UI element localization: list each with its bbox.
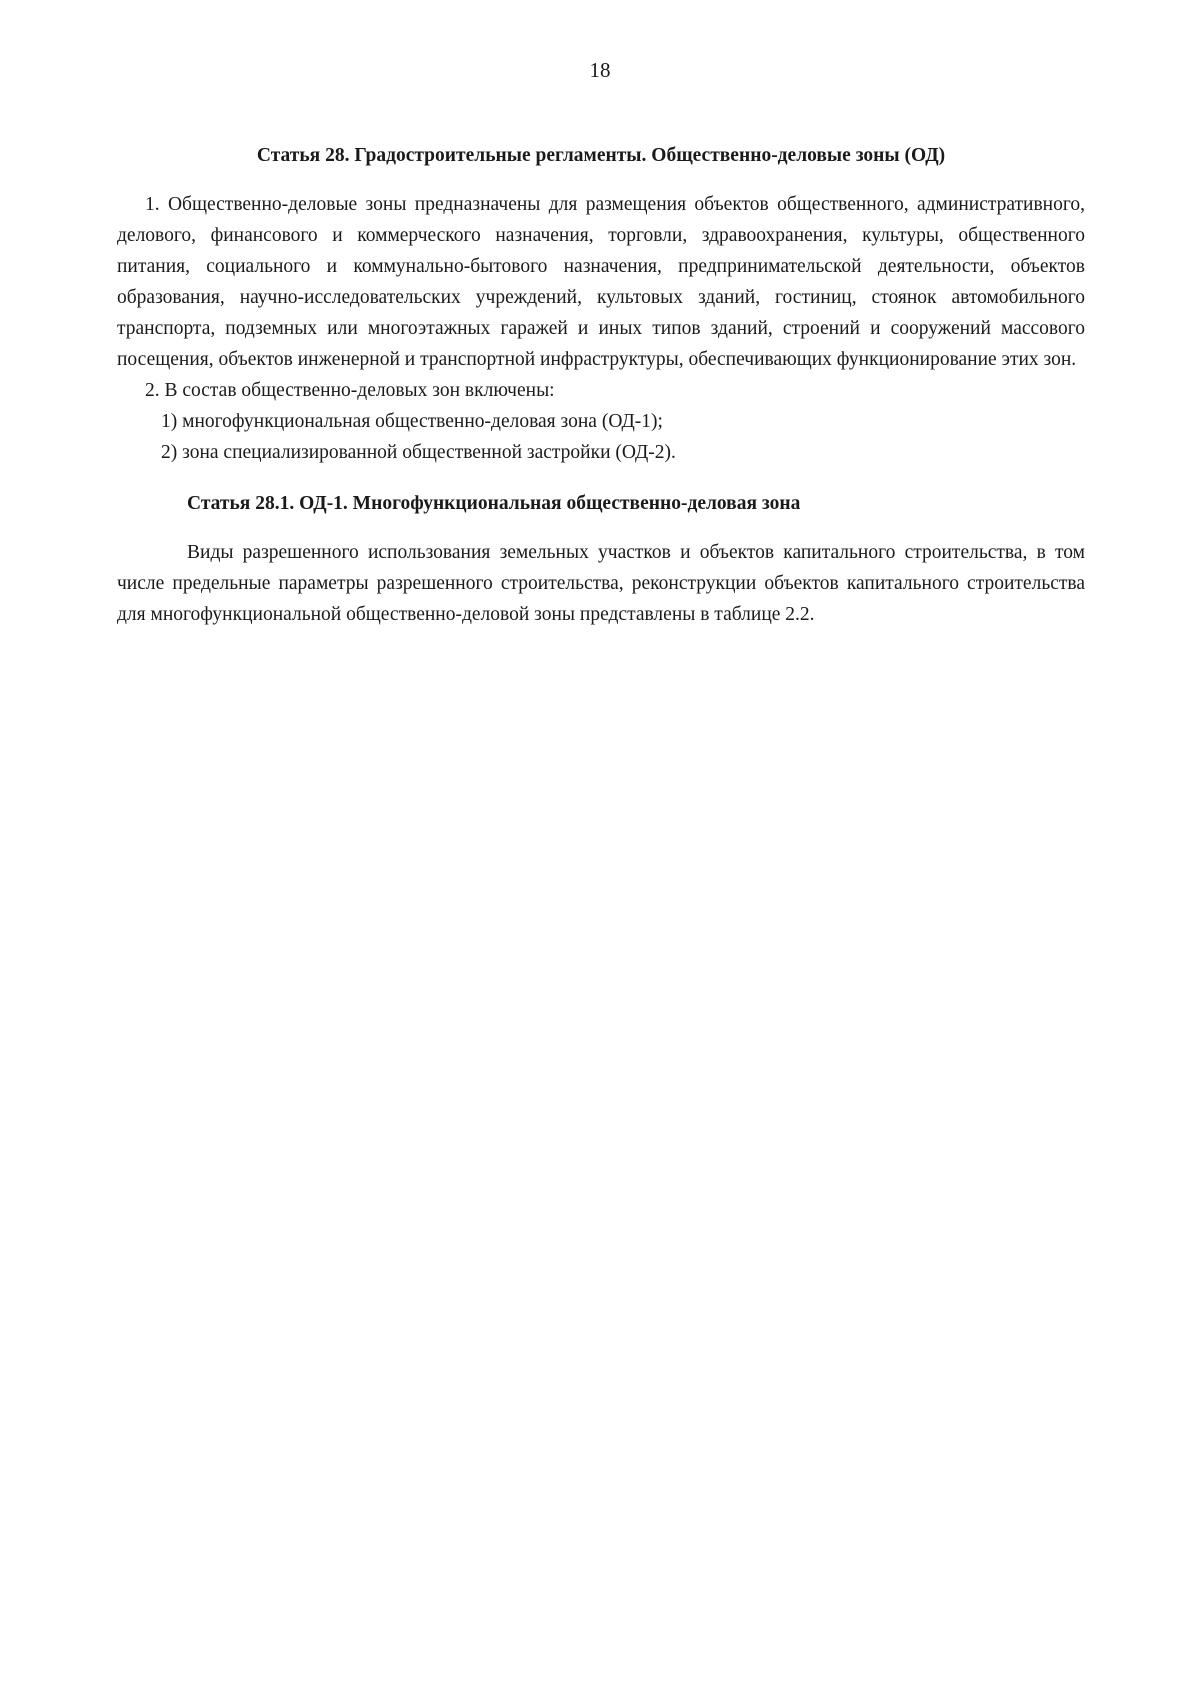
article-28-1-paragraph: Виды разрешенного использования земельных участков и объектов капитального строительства, в том числе предельные параметры разрешенного строительства, реконструкции объектов капитального строительства для многофункциональной общественно-деловой зоны представлены в таблице 2.2. <box>117 542 1085 625</box>
article-28-heading: Статья 28. Градостроительные регламенты. Общественно-деловые зоны (ОД) <box>256 145 946 166</box>
article-28-paragraph-1: 1. Общественно-деловые зоны предназначены для размещения объектов общественного, административного, делового, финансового и коммерческого назначения, торговли, здравоохранения, культуры, общественного питания, социального и коммунально-бытового назначения, предпринимательской деятельности, объектов образования, научно-исследовательских учреждений, культовых зданий, гостиниц, стоянок автомобильного транспорта, подземных или многоэтажных гаражей и иных типов зданий, строений и сооружений массового посещения, объектов инженерной и транспортной инфраструктуры, обеспечивающих функционирование этих зон. <box>117 194 1085 370</box>
list-item: 1) многофункциональная общественно-деловая зона (ОД-1); <box>161 411 663 432</box>
article-28-1-heading: Статья 28.1. ОД-1. Многофункциональная общественно-деловая зона <box>187 493 801 514</box>
article-28-paragraph-2: 2. В состав общественно-деловых зон включены: <box>145 380 555 401</box>
document-body <box>117 140 1085 630</box>
list-item: 2) зона специализированной общественной застройки (ОД-2). <box>161 442 676 463</box>
page-number: 18 <box>589 58 611 82</box>
